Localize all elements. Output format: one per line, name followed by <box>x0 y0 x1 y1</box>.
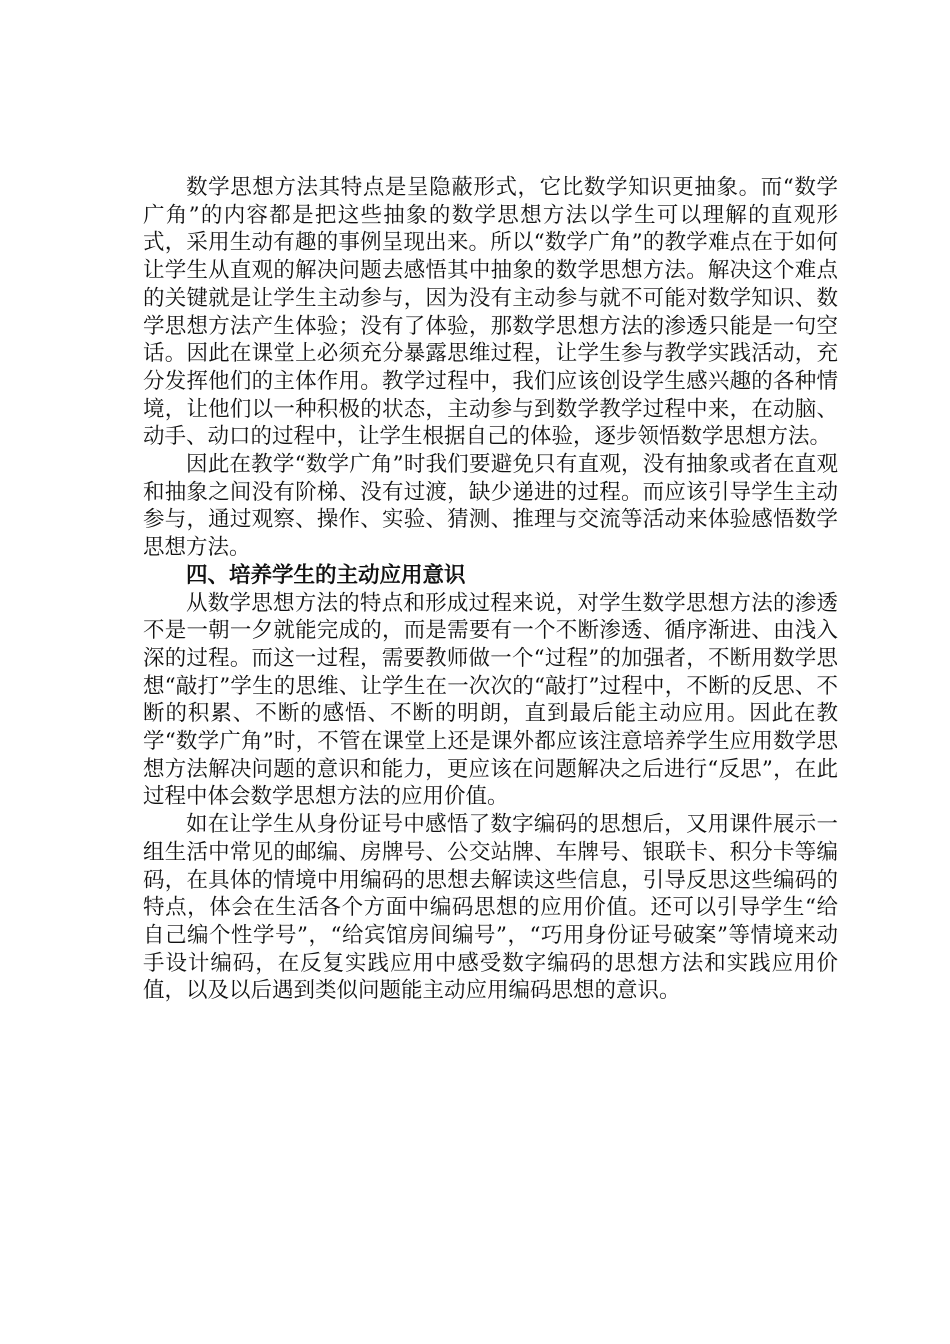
paragraph: 如在让学生从身份证号中感悟了数字编码的思想后，又用课件展示一组生活中常见的邮编、房牌号、公交站牌、车牌号、银联卡、积分卡等编码，在具体的情境中用编码的思想去解读这些信息，引导反思这些编码的特点，体会在生活各个方面中编码思想的应用价值。还可以引导学生“给自己编个性学号”，“给宾馆房间编号”，“巧用身份证号破案”等情境来动手设计编码，在反复实践应用中感受数字编码的思想方法和实践应用价值，以及以后遇到类似问题能主动应用编码思想的意识。 <box>143 812 838 1004</box>
paragraph: 数学思想方法其特点是呈隐蔽形式，它比数学知识更抽象。而“数学广角”的内容都是把这些抽象的数学思想方法以学生可以理解的直观形式，采用生动有趣的事例呈现出来。所以“数学广角”的教学难点在于如何让学生从直观的解决问题去感悟其中抽象的数学思想方法。解决这个难点的关键就是让学生主动参与，因为没有主动参与就不可能对数学知识、数学思想方法产生体验；没有了体验，那数学思想方法的渗透只能是一句空话。因此在课堂上必须充分暴露思维过程，让学生参与教学实践活动，充分发挥他们的主体作用。教学过程中，我们应该创设学生感兴趣的各种情境，让他们以一种积极的状态，主动参与到数学教学过程中来，在动脑、动手、动口的过程中，让学生根据自己的体验，逐步领悟数学思想方法。 <box>143 175 838 450</box>
paragraph: 因此在教学“数学广角”时我们要避免只有直观，没有抽象或者在直观和抽象之间没有阶梯、没有过渡，缺少递进的过程。而应该引导学生主动参与，通过观察、操作、实验、猜测、推理与交流等活动来体验感悟数学思想方法。 <box>143 452 838 561</box>
section-heading: 四、培养学生的主动应用意识 <box>186 562 466 588</box>
paragraph: 从数学思想方法的特点和形成过程来说，对学生数学思想方法的渗透不是一朝一夕就能完成的，而是需要有一个不断渗透、循序渐进、由浅入深的过程。而这一过程，需要教师做一个“过程”的加强者，不断用数学思想“敲打”学生的思维、让学生在一次次的“敲打”过程中，不断的反思、不断的积累、不断的感悟、不断的明朗，直到最后能主动应用。因此在教学“数学广角”时，不管在课堂上还是课外都应该注意培养学生应用数学思想方法解决问题的意识和能力，更应该在问题解决之后进行“反思”，在此过程中体会数学思想方法的应用价值。 <box>143 590 838 810</box>
document-body <box>143 174 838 1005</box>
